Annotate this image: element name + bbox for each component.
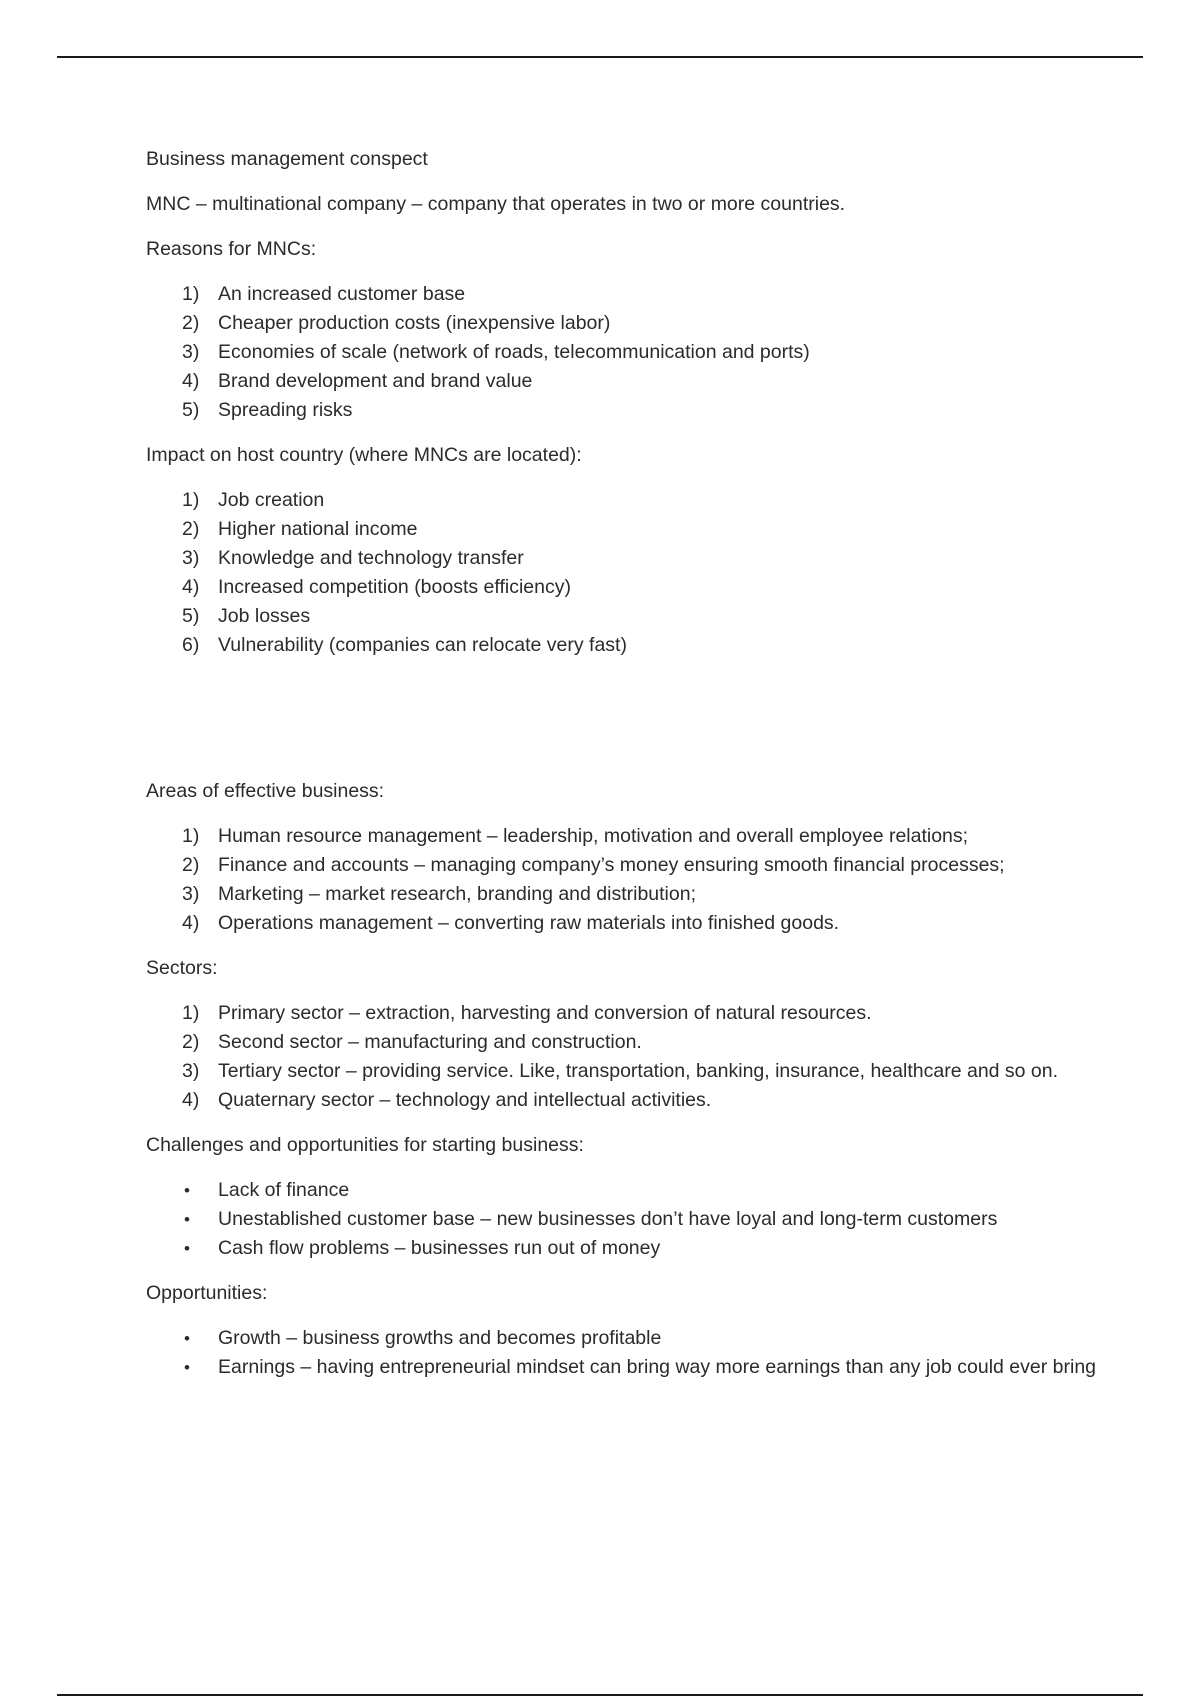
- document-body: [146, 145, 1096, 1398]
- impact-heading: Impact on host country (where MNCs are located):: [146, 444, 582, 466]
- list-item: 4) Operations management – converting raw materials into finished goods.: [182, 912, 840, 934]
- document-title: Business management conspect: [146, 148, 428, 170]
- impact-list: [146, 486, 1096, 660]
- list-item: 5) Spreading risks: [182, 399, 353, 421]
- list-item: 4) Brand development and brand value: [182, 370, 533, 392]
- reasons-list: [146, 280, 1096, 425]
- opportunities-list: [146, 1324, 1096, 1382]
- list-item: 2) Finance and accounts – managing company’s money ensuring smooth financial processes;: [182, 854, 1005, 876]
- list-item: 3) Marketing – market research, branding and distribution;: [182, 883, 696, 905]
- header-rule: [57, 56, 1143, 58]
- list-item: • Growth – business growths and becomes profitable: [146, 1324, 1096, 1353]
- list-item: 3) Knowledge and technology transfer: [182, 547, 524, 569]
- list-item: 2) Cheaper production costs (inexpensive labor): [182, 312, 611, 334]
- bullet-icon: •: [184, 1329, 190, 1348]
- list-item: 2) Higher national income: [182, 518, 418, 540]
- list-item: 1) An increased customer base: [182, 283, 466, 305]
- list-item: • Lack of finance: [146, 1176, 1096, 1205]
- mnc-definition: MNC – multinational company – company that operates in two or more countries.: [146, 193, 846, 215]
- bullet-icon: •: [184, 1181, 190, 1200]
- list-item: 5) Job losses: [182, 605, 311, 627]
- list-item: 1) Job creation: [182, 489, 325, 511]
- list-item: 1) Primary sector – extraction, harvesting and conversion of natural resources.: [182, 1002, 872, 1024]
- sectors-heading: Sectors:: [146, 957, 218, 979]
- list-item: 3) Tertiary sector – providing service. Like, transportation, banking, insurance, healthcare and so on.: [182, 1060, 1059, 1082]
- list-item: • Earnings – having entrepreneurial mindset can bring way more earnings than any job could ever bring: [146, 1353, 1096, 1382]
- list-item: • Unestablished customer base – new businesses don’t have loyal and long-term customers: [146, 1205, 1096, 1234]
- list-item: 6) Vulnerability (companies can relocate very fast): [182, 634, 627, 656]
- opportunities-heading: Opportunities:: [146, 1282, 268, 1304]
- list-item: 4) Quaternary sector – technology and intellectual activities.: [182, 1089, 712, 1111]
- list-item: • Cash flow problems – businesses run out of money: [146, 1234, 1096, 1263]
- list-item: 4) Increased competition (boosts efficiency): [182, 576, 571, 598]
- list-item: 2) Second sector – manufacturing and construction.: [182, 1031, 642, 1053]
- bullet-icon: •: [184, 1358, 190, 1377]
- bullet-icon: •: [184, 1210, 190, 1229]
- footer-rule: [57, 1694, 1143, 1696]
- areas-list: [146, 822, 1096, 938]
- blank-space: [146, 676, 1096, 777]
- list-item: 1) Human resource management – leadership, motivation and overall employee relations;: [182, 825, 969, 847]
- areas-heading: Areas of effective business:: [146, 780, 385, 802]
- challenges-heading: Challenges and opportunities for starting business:: [146, 1134, 584, 1156]
- reasons-heading: Reasons for MNCs:: [146, 238, 317, 260]
- bullet-icon: •: [184, 1239, 190, 1258]
- sectors-list: [146, 999, 1096, 1115]
- list-item: 3) Economies of scale (network of roads, telecommunication and ports): [182, 341, 810, 363]
- challenges-list: [146, 1176, 1096, 1263]
